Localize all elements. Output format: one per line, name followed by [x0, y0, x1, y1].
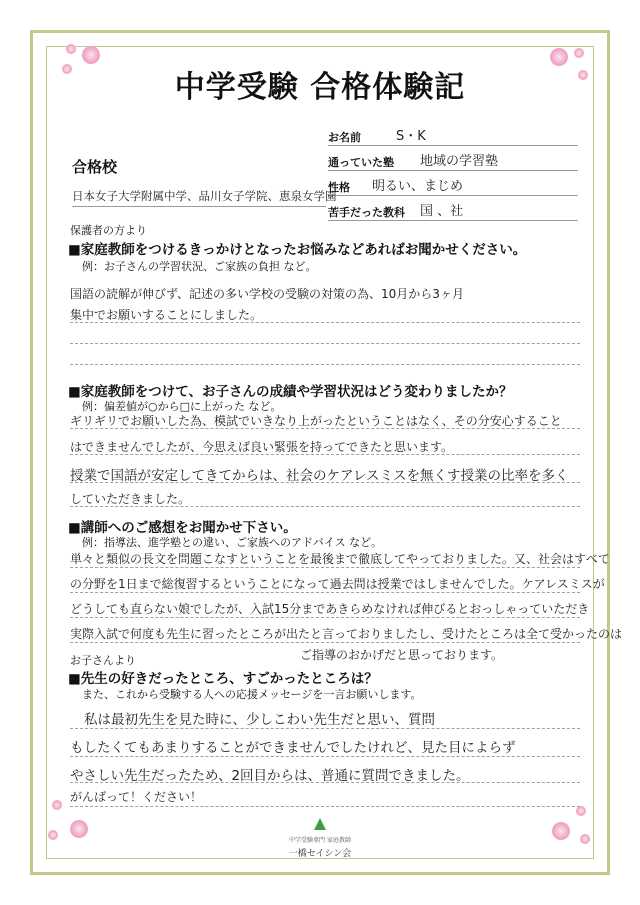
weak-subject-row: [328, 196, 578, 221]
q4-answer-line: がんばって！ください！: [70, 790, 203, 804]
q2-example: 例：偏差値が○から□に上がった など。: [82, 400, 282, 413]
ruled-line: [70, 364, 580, 365]
q3-example: 例：指導法、進学塾との違い、ご家族へのアドバイス など。: [82, 536, 383, 549]
ruled-line: [70, 728, 580, 729]
name-label: お名前: [328, 131, 361, 144]
weak-subject-label: 苦手だった教科: [328, 206, 405, 219]
ruled-line: [70, 343, 580, 344]
flower-icon: [48, 830, 58, 840]
q3-answer-line: の分野を1日まで総復習するということになって過去問は授業ではしませんでした。ケアレスミスが: [70, 577, 605, 591]
ruled-line: [70, 322, 580, 323]
ruled-line: [70, 617, 580, 618]
q1-example: 例：お子さんの学習状況、ご家族の負担 など。: [82, 260, 317, 273]
ruled-line: [70, 506, 580, 507]
ruled-line: [70, 756, 580, 757]
q3-answer-line: どうしても直らない娘でしたが、入試15分まであきらめなければ伸びるとおっしゃっていただき: [70, 602, 590, 616]
q3-answer-line: 単々と類似の長文を問題こなすということを最後まで徹底してやっておりました。又、社会はすべて: [70, 552, 610, 566]
flower-icon: [552, 822, 570, 840]
name-row: [328, 121, 578, 146]
page-title: 中学受験 合格体験記: [174, 70, 466, 105]
personality-row: [328, 171, 578, 196]
q4-example: また、これから受験する人への応援メッセージを一言お願いします。: [82, 688, 422, 701]
q4-answer-line: 私は最初先生を見た時に、少しこわい先生だと思い、質問: [84, 712, 435, 728]
flower-icon: [70, 820, 88, 838]
q4-heading: ■先生の好きだったところ、すごかったところは？: [68, 671, 378, 687]
footer-company-name: 一橋セイシン会: [288, 849, 352, 859]
ruled-line: [70, 642, 580, 643]
q2-answer-line: 授業で国語が安定してきてからは、社会のケアレスミスを無くす授業の比率を多く: [70, 468, 569, 484]
ruled-line: [70, 428, 580, 429]
q4-answer-line: もしたくてもあまりすることができませんでしたけれど、見た目によらず: [70, 740, 516, 756]
q2-answer-line: していただきました。: [70, 492, 191, 506]
q4-answer-line: やさしい先生だったため、2回目からは、普通に質問できました。: [70, 768, 470, 784]
name-value: S・K: [396, 129, 426, 144]
ruled-line: [70, 592, 580, 593]
ruled-line: [70, 782, 580, 783]
footer-logo: [270, 816, 370, 859]
flower-icon: [52, 800, 62, 810]
school-label: 合格校: [72, 158, 118, 176]
q1-answer-line: 国語の読解が伸びず、記述の多い学校の受験の対策の為、10月から3ヶ月: [70, 287, 464, 301]
parent-section-label: 保護者の方より: [70, 224, 147, 237]
flower-icon: [574, 48, 584, 58]
juku-label: 通っていた塾: [328, 156, 394, 169]
personality-label: 性格: [328, 181, 350, 194]
ruled-line: [70, 454, 580, 455]
flower-icon: [576, 806, 586, 816]
ruled-line: [70, 482, 580, 483]
logo-mark-icon: [313, 817, 327, 831]
q3-answer-line: ご指導のおかげだと思っております。: [300, 648, 504, 662]
weak-subject-value: 国 、社: [420, 204, 464, 219]
q1-answer-line: 集中でお願いすることにしました。: [70, 308, 263, 322]
flower-icon: [580, 834, 590, 844]
ruled-line: [70, 567, 580, 568]
q2-answer-line: ギリギリでお願いした為、模試でいきなり上がったということはなく、その分安心すること: [70, 414, 562, 428]
flower-icon: [66, 44, 76, 54]
ruled-line: [70, 806, 580, 807]
footer-tagline: 中学受験専門 家庭教師: [289, 837, 351, 844]
q2-answer-line: はできませんでしたが、今思えば良い緊張を持ってできたと思います。: [70, 440, 454, 454]
school-value: 日本女子大学附属中学、品川女子学院、恵泉女学園: [72, 188, 326, 207]
personality-value: 明るい、まじめ: [372, 179, 464, 194]
juku-row: [328, 146, 578, 171]
q3-heading: ■講師へのご感想をお聞かせ下さい。: [68, 520, 297, 536]
child-section-label: お子さんより: [70, 654, 136, 667]
juku-value: 地域の学習塾: [420, 154, 499, 169]
q1-heading: ■家庭教師をつけるきっかけとなったお悩みなどあればお聞かせください。: [68, 242, 527, 258]
profile-table: [328, 121, 578, 221]
q2-heading: ■家庭教師をつけて、お子さんの成績や学習状況はどう変わりましたか？: [68, 384, 513, 400]
q3-answer-line: 実際入試で何度も先生に習ったところが出たと言っておりましたし、受けたところは全て受かったのは: [70, 627, 623, 641]
